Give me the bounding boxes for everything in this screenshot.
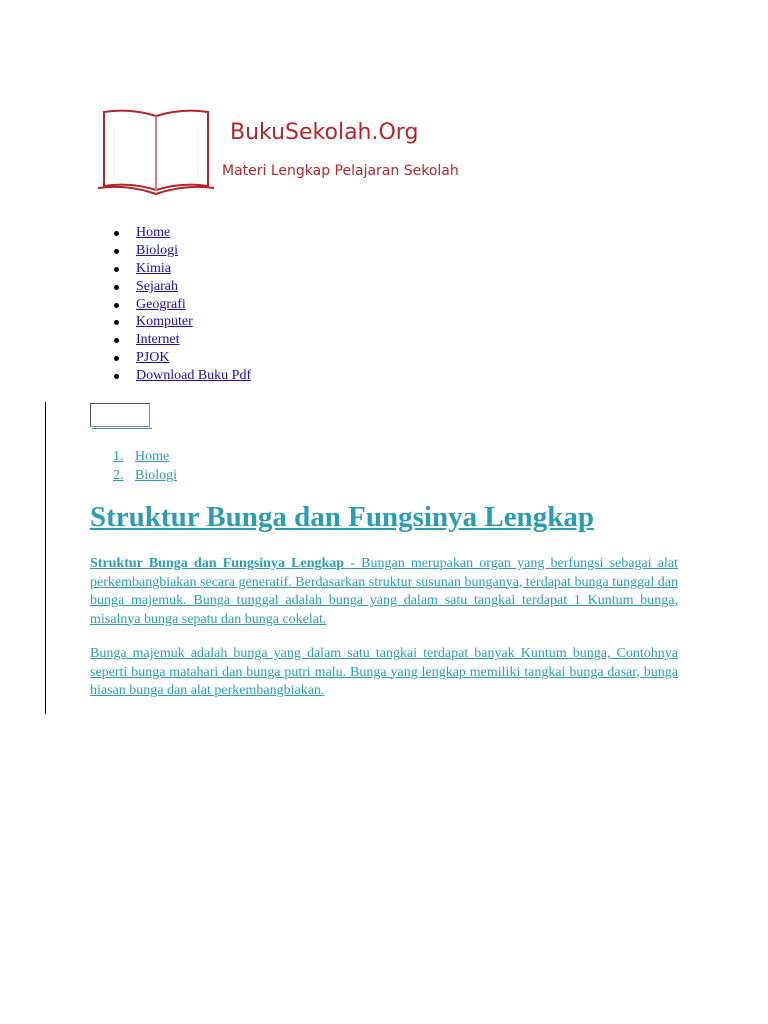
nav-item-kimia bbox=[111, 260, 251, 278]
main-nav bbox=[111, 224, 251, 385]
breadcrumb-item-home bbox=[113, 447, 177, 466]
nav-link-internet[interactable]: Internet bbox=[136, 332, 180, 348]
breadcrumb-number: 2. bbox=[113, 468, 124, 483]
site-logo[interactable] bbox=[94, 108, 474, 198]
article-paragraph-1 bbox=[90, 555, 678, 629]
nav-item-sejarah bbox=[111, 278, 251, 296]
article-paragraph-2-link[interactable]: Bunga majemuk adalah bunga yang dalam satu tangkai terdapat banyak Kuntum bunga, Contohnya seperti bunga matahari dan bunga putri malu. Bunga yang lengkap memiliki tangkai bunga dasar, bunga hiasan bunga dan alat perkembangbiakan. bbox=[90, 646, 678, 698]
breadcrumb bbox=[113, 447, 177, 485]
nav-item-internet bbox=[111, 331, 251, 349]
site-name: BukuSekolah.Org bbox=[230, 120, 419, 145]
nav-item-pjok bbox=[111, 349, 251, 367]
nav-item-geografi bbox=[111, 296, 251, 314]
nav-item-download bbox=[111, 367, 251, 385]
breadcrumb-number: 1. bbox=[113, 449, 124, 464]
nav-link-geografi[interactable]: Geografi bbox=[136, 296, 186, 312]
site-tagline: Materi Lengkap Pelajaran Sekolah bbox=[222, 163, 459, 179]
article-paragraph-1-link[interactable] bbox=[90, 556, 678, 627]
breadcrumb-link-home[interactable]: Home bbox=[135, 449, 170, 464]
nav-item-home bbox=[111, 224, 251, 242]
nav-link-home[interactable]: Home bbox=[136, 225, 171, 240]
nav-link-komputer[interactable]: Komputer bbox=[136, 314, 193, 330]
nav-link-biologi[interactable]: Biologi bbox=[136, 242, 179, 258]
nav-link-sejarah[interactable]: Sejarah bbox=[136, 278, 178, 294]
article-title[interactable]: Struktur Bunga dan Fungsinya Lengkap bbox=[90, 501, 594, 533]
search-underline bbox=[92, 428, 152, 429]
article-lead-bold: Struktur Bunga dan Fungsinya Lengkap bbox=[90, 556, 345, 571]
nav-link-pjok[interactable]: PJOK bbox=[136, 350, 170, 366]
nav-link-download-buku-pdf[interactable]: Download Buku Pdf bbox=[136, 368, 252, 384]
nav-item-biologi bbox=[111, 242, 251, 260]
breadcrumb-link-biologi[interactable]: Biologi bbox=[135, 468, 178, 483]
open-book-icon bbox=[94, 108, 224, 198]
nav-link-kimia[interactable]: Kimia bbox=[136, 260, 171, 276]
left-border-line bbox=[45, 402, 46, 714]
search-input[interactable] bbox=[90, 403, 150, 427]
article-paragraph-2 bbox=[90, 645, 678, 701]
breadcrumb-item-biologi bbox=[113, 466, 177, 485]
nav-item-komputer bbox=[111, 313, 251, 331]
article-paragraph-1-text: - Bungan merupakan organ yang berfungsi sebagai alat perkembangbiakan secara generatif. Berdasarkan struktur susunan bunganya, terdapat bunga tunggal dan bunga majemuk. Bunga tunggal adalah bunga yang dalam satu tangkai terdapat 1 Kuntum bunga, misalnya bunga sepatu dan bunga cokelat. bbox=[90, 556, 678, 627]
